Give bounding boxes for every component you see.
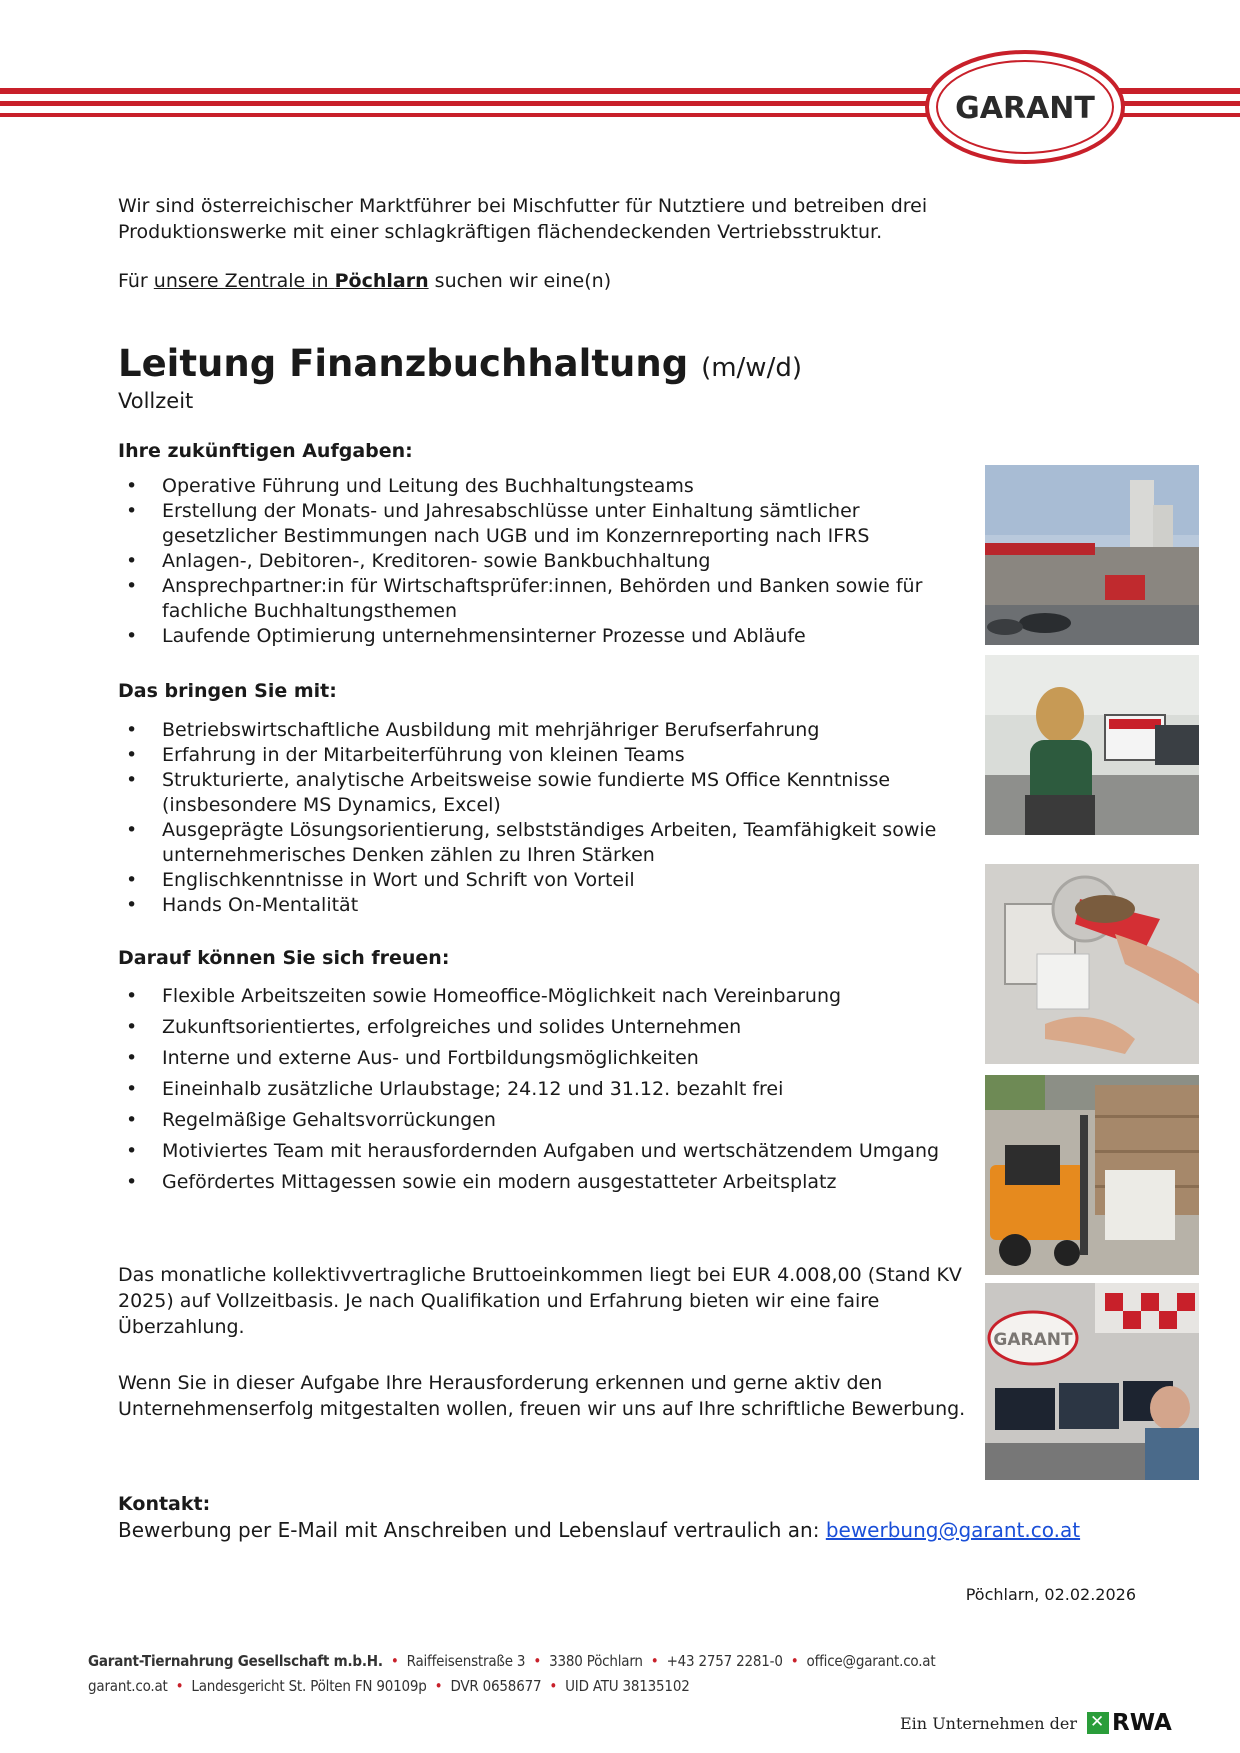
requirements-list bbox=[118, 718, 958, 918]
list-item: • Strukturierte, analytische Arbeitsweise sowie fundierte MS Office Kenntnisse (insbesondere MS Dynamics, Excel) bbox=[118, 768, 958, 818]
list-item: • Laufende Optimierung unternehmensinterner Prozesse und Abläufe bbox=[118, 624, 958, 649]
footer-line-1: Garant-Tiernahrung Gesellschaft m.b.H. • Raiffeisenstraße 3 • 3380 Pöchlarn • +43 2757 2281-0 • office@garant.co.at bbox=[88, 1652, 936, 1670]
footer-email: office@garant.co.at bbox=[806, 1652, 936, 1670]
salary-paragraph: Das monatliche kollektivvertragliche Bruttoeinkommen liegt bei EUR 4.008,00 (Stand KV 2025) auf Vollzeitbasis. Je nach Qualifikation und Erfahrung bieten wir eine faire Überzahlung. bbox=[118, 1264, 962, 1338]
svg-text:GARANT: GARANT bbox=[993, 1330, 1073, 1350]
search-suffix: suchen wir eine(n) bbox=[428, 270, 612, 292]
list-item: • Eineinhalb zusätzliche Urlaubstage; 24.12 und 31.12. bezahlt frei bbox=[118, 1077, 958, 1102]
list-item: • Regelmäßige Gehaltsvorrückungen bbox=[118, 1108, 958, 1133]
list-item: • Flexible Arbeitszeiten sowie Homeoffice-Möglichkeit nach Vereinbarung bbox=[118, 984, 958, 1009]
rwa-brand: RWA bbox=[1112, 1710, 1172, 1736]
search-location: unsere Zentrale in Pöchlarn bbox=[153, 270, 429, 292]
rwa-group-line bbox=[900, 1710, 1172, 1736]
footer-uid: UID ATU 38135102 bbox=[565, 1677, 690, 1695]
office-worker-photo bbox=[985, 655, 1199, 835]
building-photo bbox=[985, 465, 1199, 645]
forklift-warehouse-photo bbox=[985, 1075, 1199, 1275]
footer-company: Garant-Tiernahrung Gesellschaft m.b.H. bbox=[88, 1652, 383, 1670]
list-item: • Motiviertes Team mit herausfordernden Aufgaben und wertschätzendem Umgang bbox=[118, 1139, 958, 1164]
rwa-logo-icon bbox=[1087, 1712, 1109, 1734]
job-title-suffix: (m/w/d) bbox=[701, 353, 802, 383]
search-prefix: Für bbox=[118, 270, 154, 292]
garant-logo bbox=[925, 50, 1125, 164]
rwa-group-text: Ein Unternehmen der bbox=[900, 1713, 1077, 1733]
footer-city: 3380 Pöchlarn bbox=[549, 1652, 643, 1670]
job-title: Leitung Finanzbuchhaltung (m/w/d) bbox=[118, 342, 802, 385]
list-item: • Operative Führung und Leitung des Buchhaltungsteams bbox=[118, 474, 958, 499]
list-item: • Ansprechpartner:in für Wirtschaftsprüfer:innen, Behörden und Banken sowie für fachliche Buchhaltungsthemen bbox=[118, 574, 958, 624]
list-item: • Interne und externe Aus- und Fortbildungsmöglichkeiten bbox=[118, 1046, 958, 1071]
list-item: • Anlagen-, Debitoren-, Kreditoren- sowie Bankbuchhaltung bbox=[118, 549, 958, 574]
footer-court: Landesgericht St. Pölten FN 90109p bbox=[191, 1677, 427, 1695]
contact-email-link[interactable]: bewerbung@garant.co.at bbox=[825, 1518, 1081, 1542]
date-line: Pöchlarn, 02.02.2026 bbox=[965, 1585, 1136, 1604]
employment-type: Vollzeit bbox=[118, 389, 194, 413]
list-item: • Erstellung der Monats- und Jahresabschlüsse unter Einhaltung sämtlicher gesetzlicher Bestimmungen nach UGB und im Konzernreporting nach IFRS bbox=[118, 499, 958, 549]
list-item: • Hands On-Mentalität bbox=[118, 893, 958, 918]
feed-sample-photo bbox=[985, 864, 1199, 1064]
closing-paragraph: Wenn Sie in dieser Aufgabe Ihre Herausforderung erkennen und gerne aktiv den Unternehmenserfolg mitgestalten wollen, freuen wir uns auf Ihre schriftliche Bewerbung. bbox=[118, 1372, 966, 1420]
footer-phone: +43 2757 2281-0 bbox=[666, 1652, 783, 1670]
logo-text: GARANT bbox=[955, 91, 1095, 126]
control-room-photo bbox=[985, 1283, 1199, 1480]
requirements-heading: Das bringen Sie mit: bbox=[118, 680, 337, 702]
list-item: • Erfahrung in der Mitarbeiterführung von kleinen Teams bbox=[118, 743, 958, 768]
contact-text: Bewerbung per E-Mail mit Anschreiben und Lebenslauf vertraulich an: bewerbung@garant.co.at bbox=[118, 1518, 1081, 1542]
tasks-heading: Ihre zukünftigen Aufgaben: bbox=[118, 440, 413, 462]
list-item: • Gefördertes Mittagessen sowie ein modern ausgestatteter Arbeitsplatz bbox=[118, 1170, 958, 1195]
benefits-list bbox=[118, 984, 958, 1201]
search-line bbox=[118, 268, 611, 294]
footer-dvr: DVR 0658677 bbox=[450, 1677, 542, 1695]
footer-website: garant.co.at bbox=[88, 1677, 168, 1695]
list-item: • Betriebswirtschaftliche Ausbildung mit mehrjähriger Berufserfahrung bbox=[118, 718, 958, 743]
contact-heading: Kontakt: bbox=[118, 1493, 211, 1515]
list-item: • Englischkenntnisse in Wort und Schrift von Vorteil bbox=[118, 868, 958, 893]
footer-line-2: garant.co.at • Landesgericht St. Pölten FN 90109p • DVR 0658677 • UID ATU 38135102 bbox=[88, 1677, 690, 1695]
benefits-heading: Darauf können Sie sich freuen: bbox=[118, 947, 450, 969]
tasks-list bbox=[118, 474, 958, 649]
list-item: • Zukunftsorientiertes, erfolgreiches und solides Unternehmen bbox=[118, 1015, 958, 1040]
intro-paragraph: Wir sind österreichischer Marktführer bei Mischfutter für Nutztiere und betreiben drei Produktionswerke mit einer schlagkräftigen flächendeckenden Vertriebsstruktur. bbox=[118, 195, 928, 243]
list-item: • Ausgeprägte Lösungsorientierung, selbstständiges Arbeiten, Teamfähigkeit sowie unternehmerisches Denken zählen zu Ihren Stärken bbox=[118, 818, 958, 868]
footer-address: Raiffeisenstraße 3 bbox=[406, 1652, 526, 1670]
